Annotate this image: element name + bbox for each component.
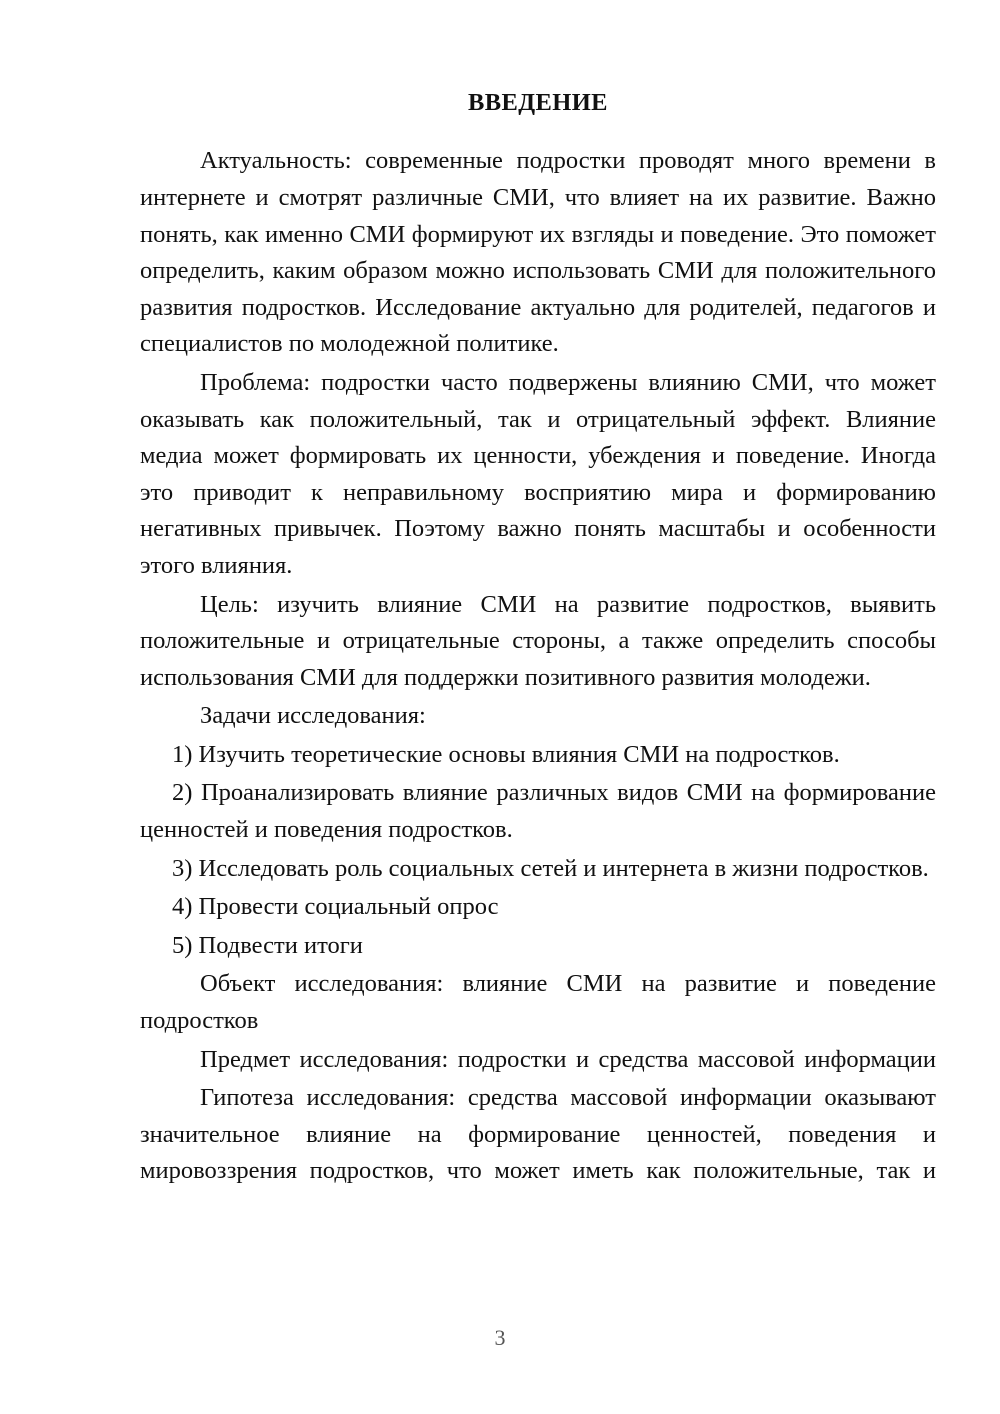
list-item-task-1: 1) Изучить теоретические основы влияния СМИ на подростков. — [172, 740, 840, 768]
paragraph-subject: Предмет исследования: подростки и средства массовой информации — [200, 1045, 936, 1073]
list-item-task-2: 2) Проанализировать влияние различных видов СМИ на формирование ценностей и поведения подростков. — [140, 779, 936, 844]
page-number: 3 — [494, 1325, 506, 1350]
paragraph-hypothesis: Гипотеза исследования: средства массовой информации оказывают значительное влияние на формирование ценностей, поведения и мировоззрения подростков, что может иметь как положительные, так и — [140, 1084, 936, 1185]
paragraph-goal: Цель: изучить влияние СМИ на развитие подростков, выявить положительные и отрицательные стороны, а также определить способы использования СМИ для поддержки позитивного развития молодежи. — [140, 590, 936, 691]
paragraph-tasks-title: Задачи исследования: — [200, 702, 426, 730]
paragraph-problem: Проблема: подростки часто подвержены влиянию СМИ, что может оказывать как положительный, так и отрицательный эффект. Влияние медиа может формировать их ценности, убеждения и поведение. Иногда это приводит к неправильному восприятию мира и формированию негативных привычек. Поэтому важно понять масштабы и особенности этого влияния. — [140, 368, 936, 579]
paragraph-relevance: Актуальность: современные подростки проводят много времени в интернете и смотрят различные СМИ, что влияет на их развитие. Важно понять, как именно СМИ формируют их взгляды и поведение. Это поможет определить, каким образом можно использовать СМИ для положительного развития подростков. Исследование актуально для родителей, педагогов и специалистов по молодежной политике. — [140, 147, 936, 358]
document-body — [140, 88, 936, 1192]
page-title: ВВЕДЕНИЕ — [468, 89, 608, 116]
list-item-task-5: 5) Подвести итоги — [172, 931, 363, 959]
list-item-task-3: 3) Исследовать роль социальных сетей и интернета в жизни подростков. — [172, 854, 929, 882]
paragraph-object: Объект исследования: влияние СМИ на развитие и поведение подростков — [140, 970, 936, 1035]
list-item-task-4: 4) Провести социальный опрос — [172, 893, 499, 921]
